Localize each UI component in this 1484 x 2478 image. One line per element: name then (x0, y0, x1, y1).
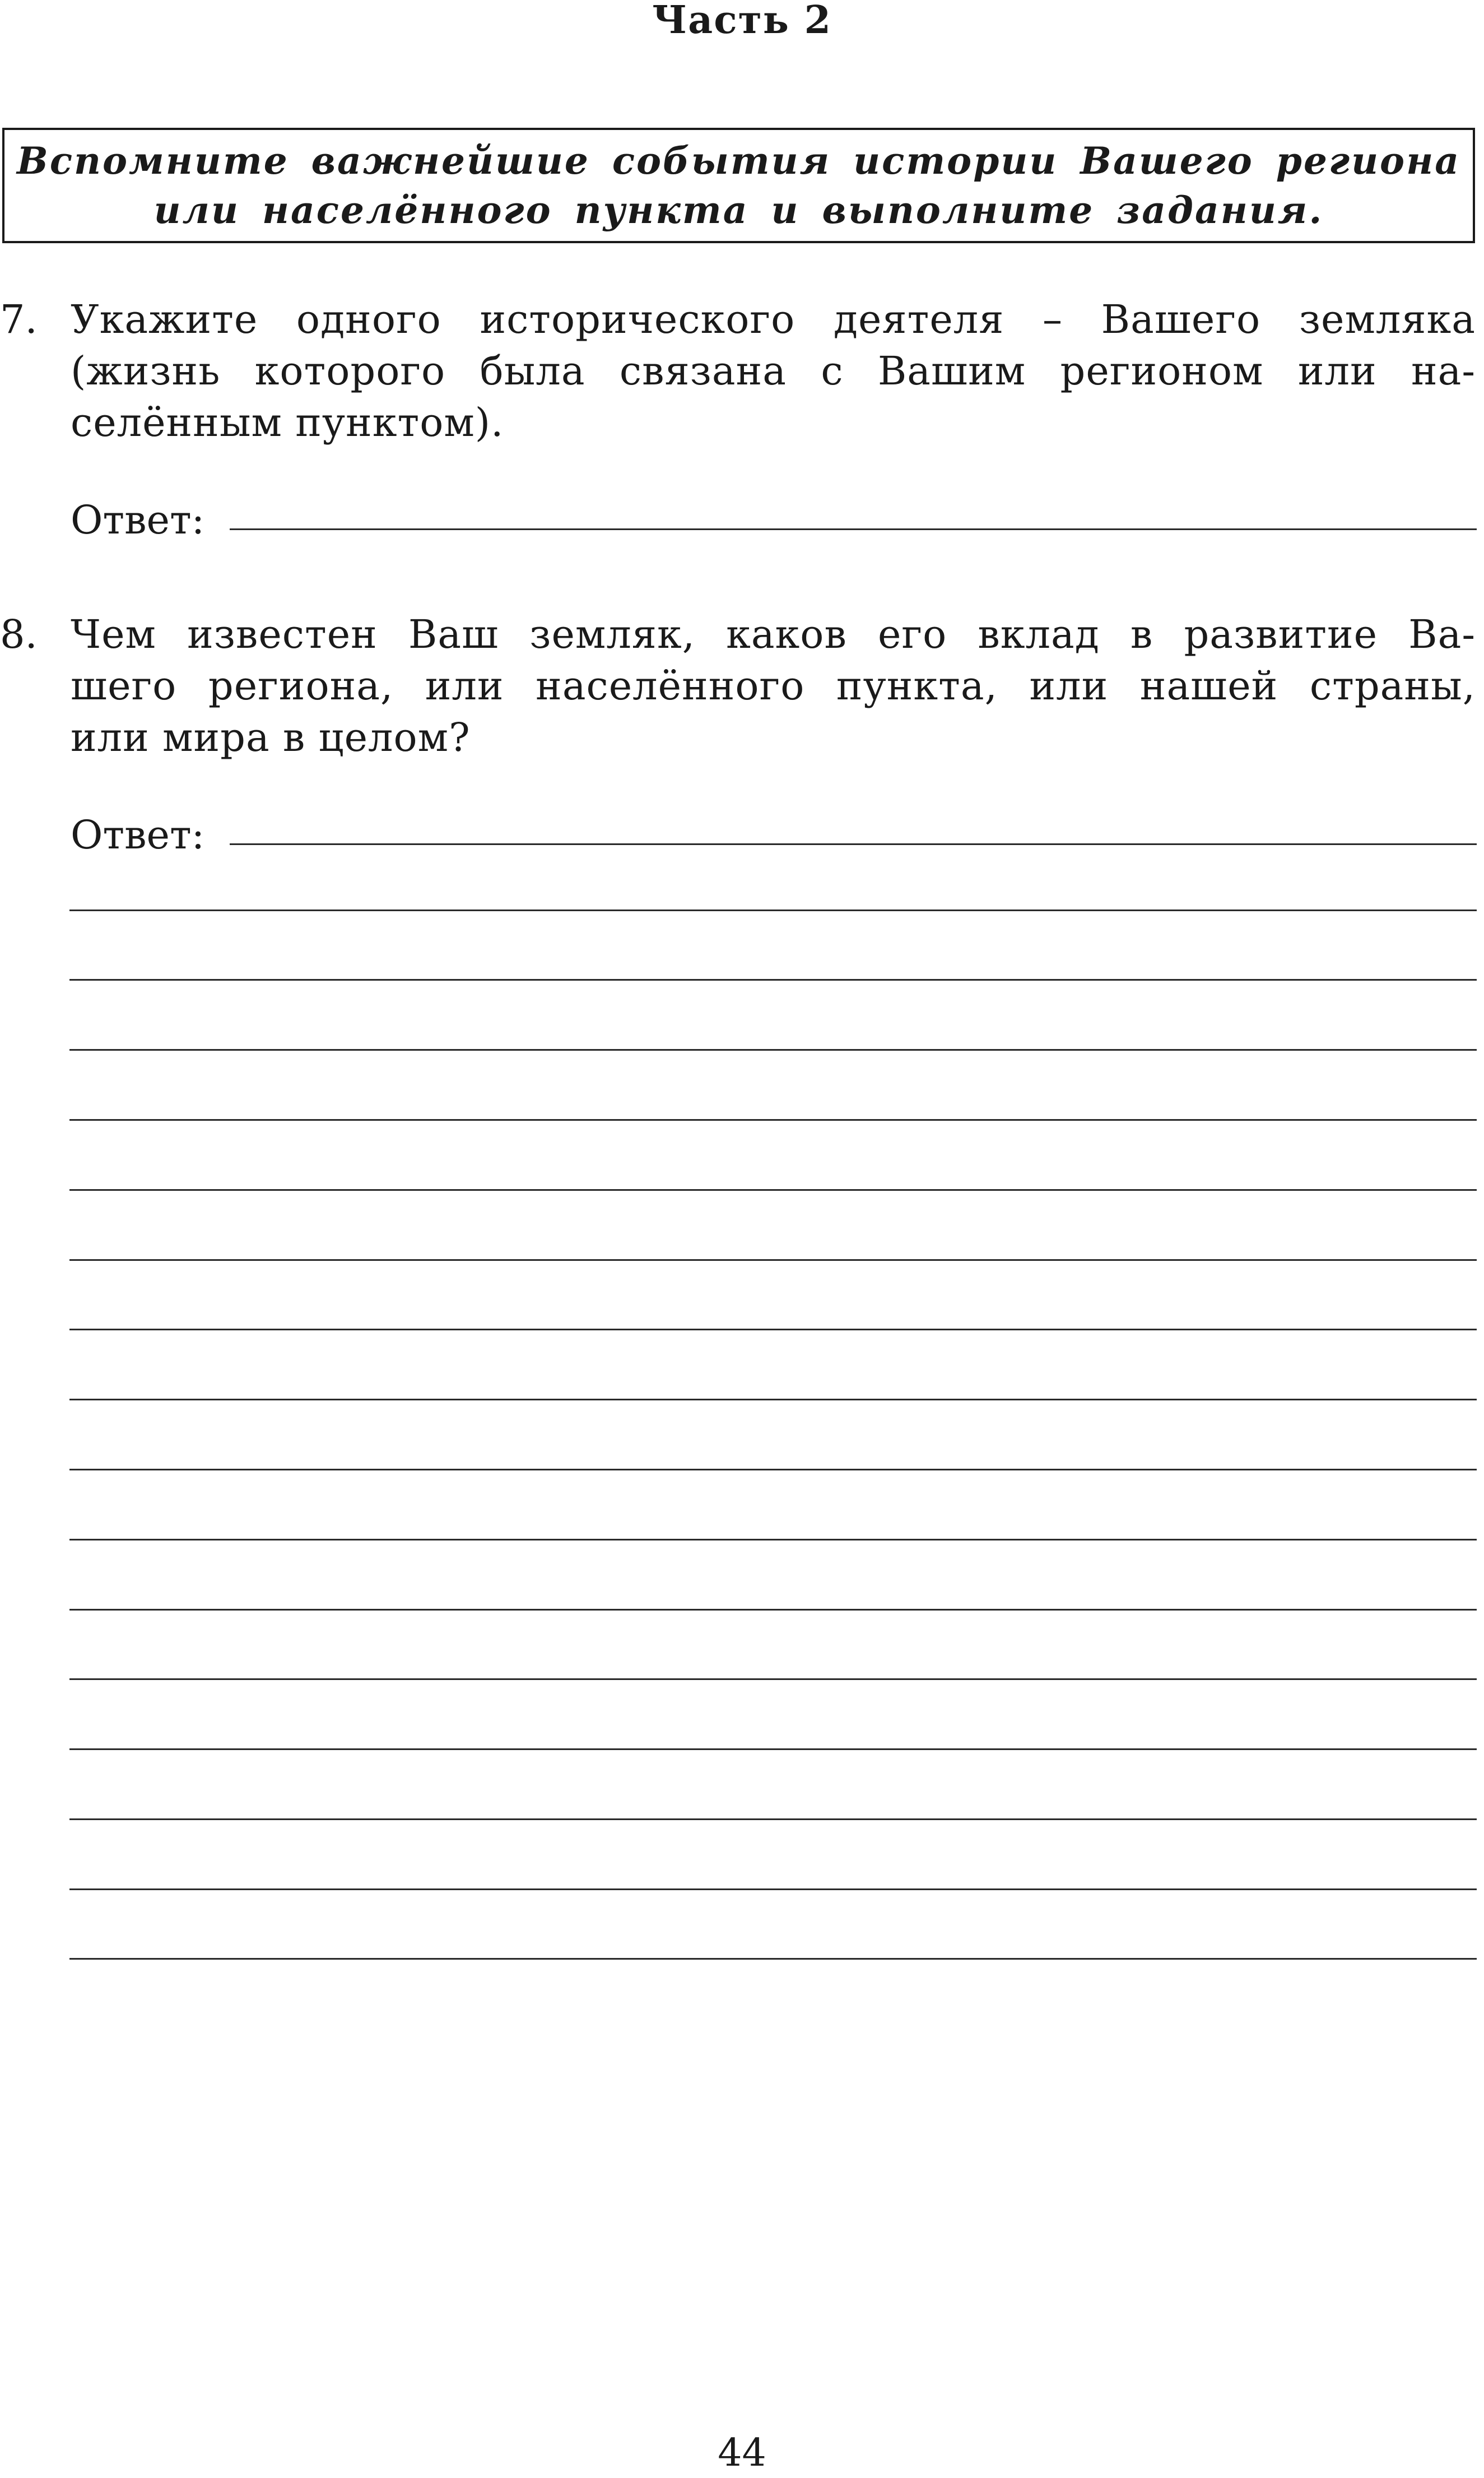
answer-line[interactable] (69, 979, 1477, 981)
answer-line[interactable] (69, 1329, 1477, 1330)
question-number: 8. (0, 611, 38, 657)
answer-line[interactable] (69, 1539, 1477, 1540)
answer-line[interactable] (69, 1958, 1477, 1960)
question-text-line: Укажите одного исторического деятеля – Вашего земляка (71, 296, 1476, 342)
answer-line[interactable] (69, 1399, 1477, 1400)
answer-line[interactable] (69, 1259, 1477, 1261)
question-text-line: Чем известен Ваш земляк, каков его вклад в развитие Ва- (71, 611, 1476, 657)
answer-line[interactable] (69, 1818, 1477, 1820)
instruction-line-1: Вспомните важнейшие события истории Вашего региона (17, 139, 1460, 183)
instruction-box (2, 128, 1475, 243)
answer-line[interactable] (69, 1119, 1477, 1121)
question-text-line: шего региона, или населённого пункта, или нашей страны, (71, 663, 1476, 709)
answer-line-q8-first[interactable] (230, 843, 1477, 845)
answer-line[interactable] (69, 909, 1477, 911)
answer-line[interactable] (69, 1748, 1477, 1750)
answer-label: Ответ: (71, 497, 205, 543)
question-text-line: (жизнь которого была связана с Вашим регионом или на- (71, 348, 1476, 394)
question-text-line: или мира в целом? (71, 714, 471, 760)
answer-line[interactable] (69, 1049, 1477, 1051)
answer-label: Ответ: (71, 812, 205, 858)
answer-line[interactable] (69, 1888, 1477, 1890)
question-number: 7. (0, 296, 38, 342)
answer-line[interactable] (69, 1609, 1477, 1611)
answer-line[interactable] (69, 1678, 1477, 1680)
answer-line[interactable] (69, 1469, 1477, 1470)
answer-line[interactable] (69, 1189, 1477, 1191)
page-number: 44 (718, 2431, 766, 2475)
question-text-line: селённым пунктом). (71, 400, 504, 446)
instruction-line-2: или населённого пункта и выполните задания. (153, 188, 1324, 232)
page-title: Часть 2 (652, 0, 832, 43)
answer-line-q7[interactable] (230, 528, 1477, 530)
